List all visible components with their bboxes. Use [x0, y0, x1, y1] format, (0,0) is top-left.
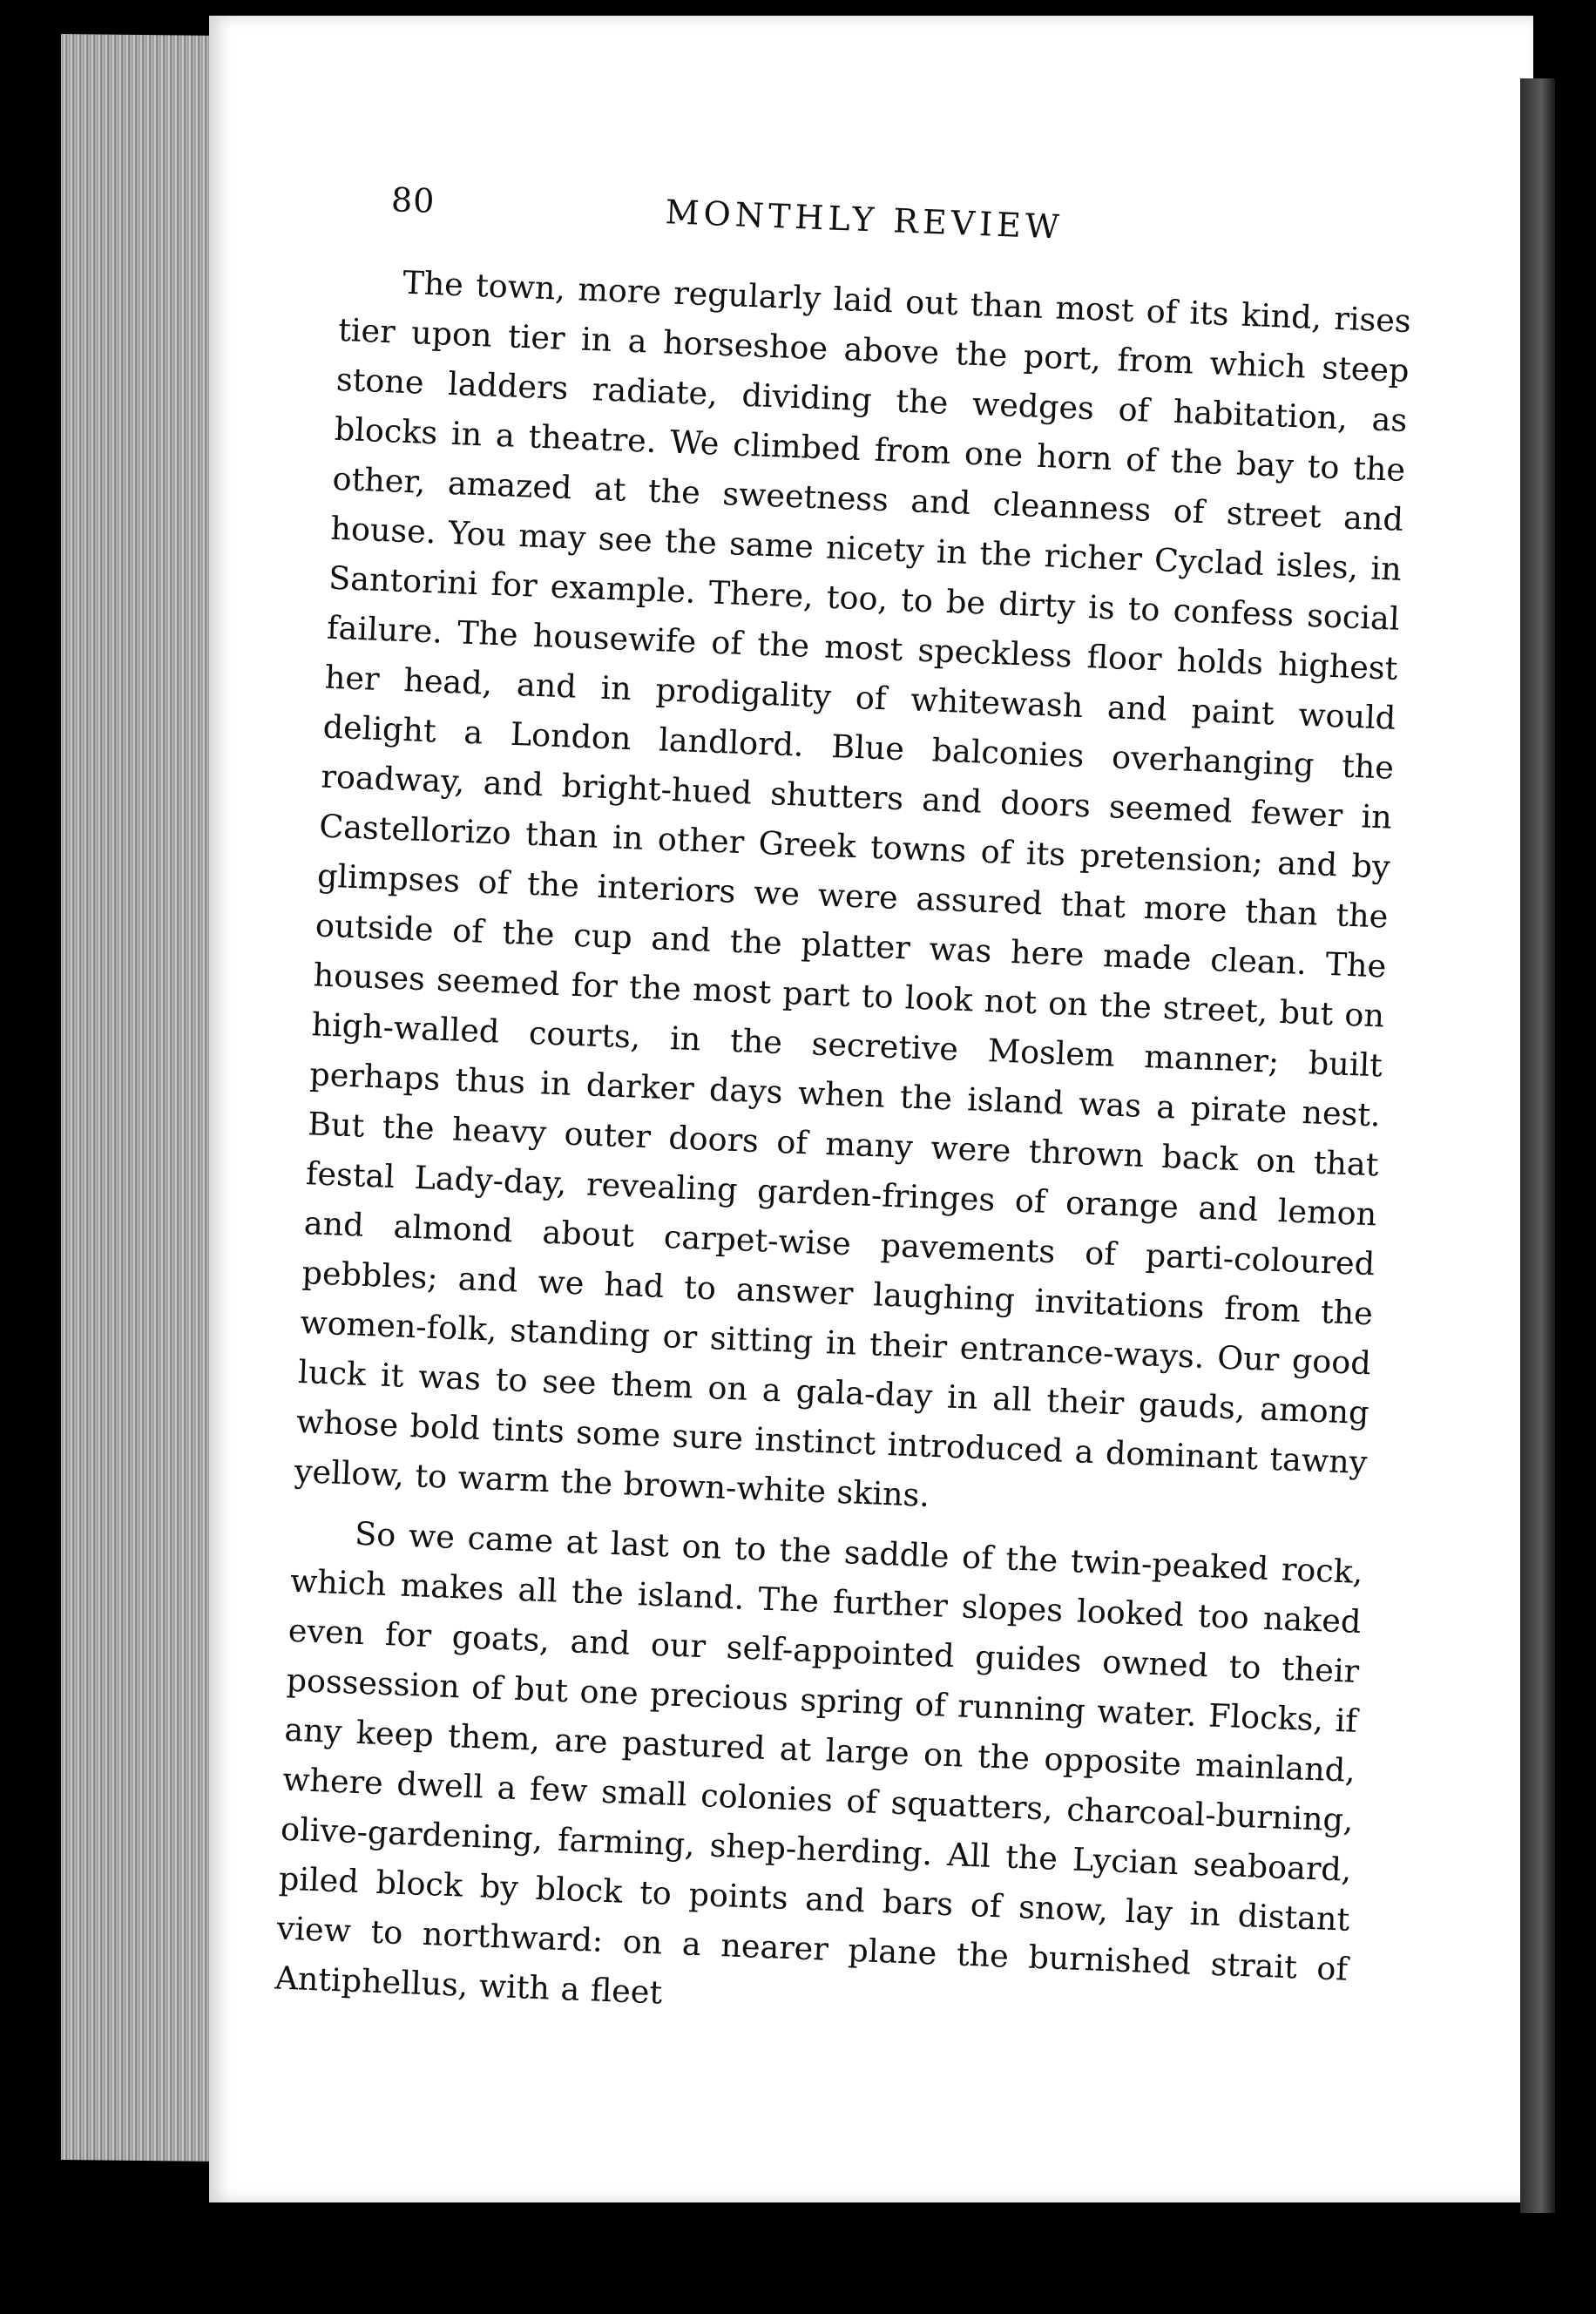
journal-title: MONTHLY REVIEW [664, 193, 1065, 247]
page-number: 80 [390, 180, 436, 221]
facing-page-edge [1520, 78, 1555, 2213]
paragraph-saddle-view: So we came at last on to the saddle of the twin-peaked rock, which makes all the island. The further slopes looked too naked even for goats, and our self-appointed guides owned to their possession of but one precious spring of running water. Flocks, if any keep them, are pastured at large on the opposite mainland, where dwell a few small colonies of squatters, charcoal-burning, olive-gardening, farming, shep-herding. All the Lycian seaboard, piled block by block to points and bars of snow, lay in distant view to northward: on a nearer plane the burnished strait of Antiphellus, with a fleet [274, 1514, 1364, 2012]
page-text [274, 179, 1416, 2044]
paragraph-town-description: The town, more regularly laid out than most of its kind, rises tier upon tier in a horseshoe above the port, from which steep stone ladders radiate, dividing the wedges of habitation, as blocks in a theatre. We climbed from one horn of the bay to the other, amazed at the sweetness and cleanness of street and house. You may see the same nicety in the richer Cyclad isles, in Santorini for example. There, too, to be dirty is to confess social failure. The housewife of the most speckless floor holds highest her head, and in prodigality of whitewash and paint would delight a London landlord. Blue balconies overhanging the roadway, and bright-hued shutters and doors seemed fewer in Castellorizo than in other Greek towns of its pretension; and by glimpses of the interiors we were assured that more than the outside of the cup and the platter was here made clean. The houses seemed for the most part to look not on the street, but on high-walled courts, in the secretive Moslem manner; built perhaps thus in darker days when the island was a pirate nest. But the heavy outer doors of many were thrown back on that festal Lady-day, revealing garden-fringes of orange and lemon and almond about carpet-wise pavements of parti-coloured pebbles; and we had to answer laughing invitations from the women-folk, standing or sitting in their entrance-ways. Our good luck it was to see them on a gala-day in all their gauds, among whose bold tints some sure instinct introduced a dominant tawny yellow, to warm the brown-white skins. [294, 263, 1412, 1514]
page-edges [61, 34, 227, 2162]
